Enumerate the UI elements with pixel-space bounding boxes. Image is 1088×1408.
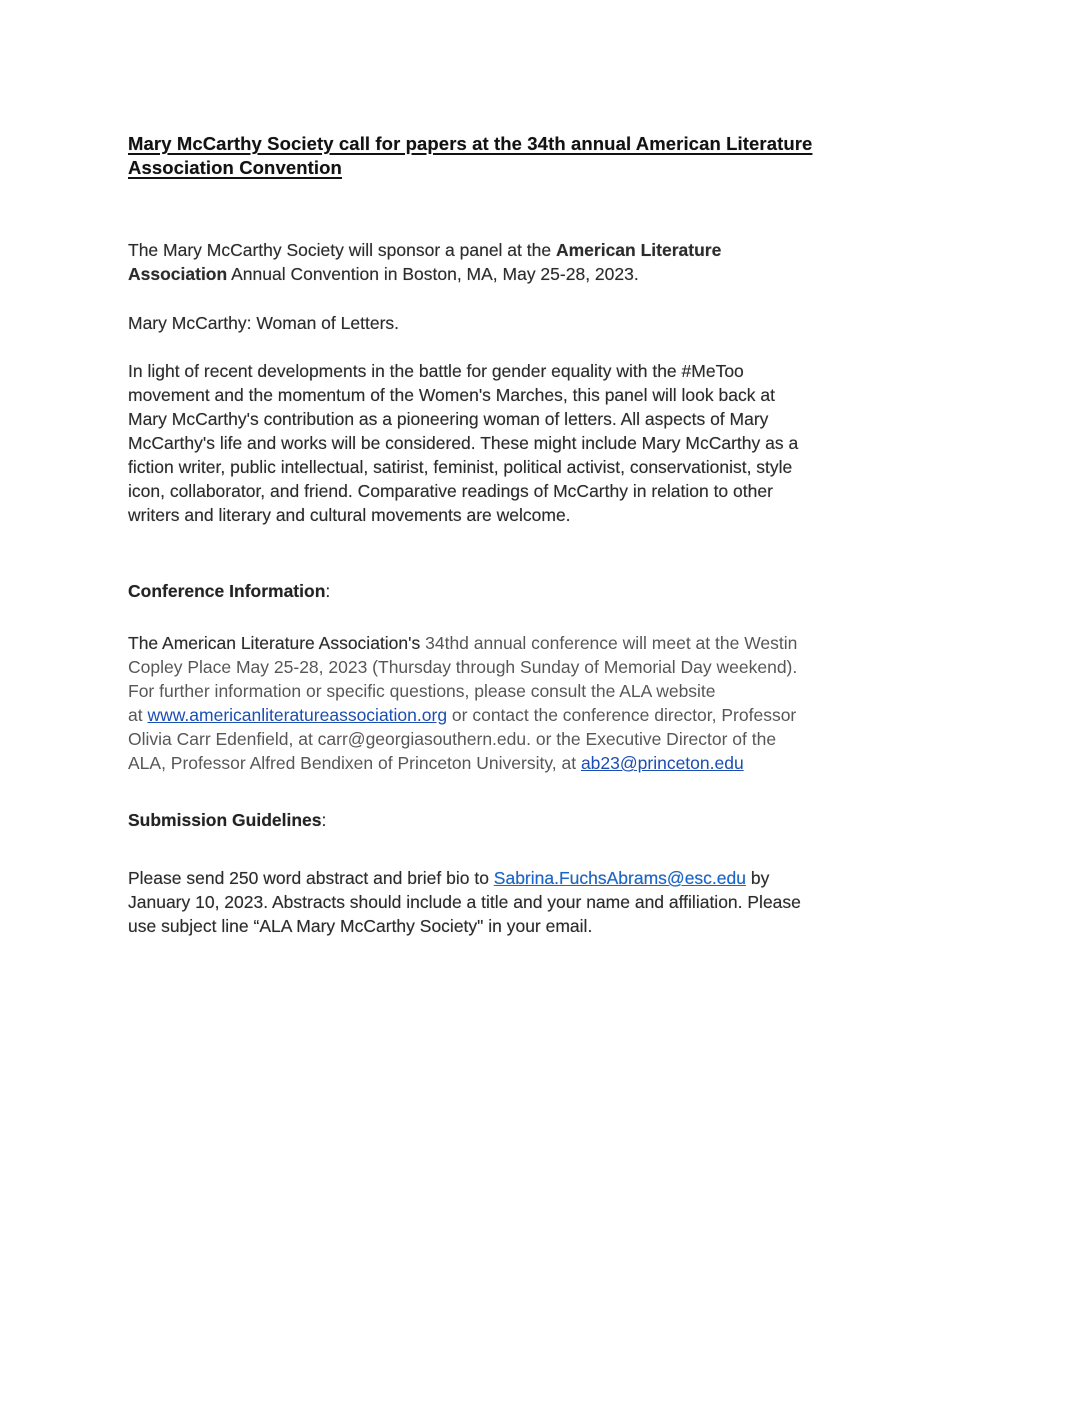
text-line: Copley Place May 25-28, 2023 (Thursday through Sunday of Memorial Day weekend). (128, 657, 798, 677)
intro-paragraph (128, 238, 988, 286)
title-line-1: Mary McCarthy Society call for papers at the 34th annual American Literature (128, 133, 813, 154)
text-line: McCarthy's life and works will be considered. These might include Mary McCarthy as a (128, 433, 799, 453)
conference-line4-post: or contact the conference director, Professor (447, 705, 797, 725)
text-line (128, 631, 988, 655)
text-line (128, 866, 988, 890)
conference-paragraph (128, 631, 988, 775)
text-line (128, 808, 988, 832)
text-line: icon, collaborator, and friend. Comparative readings of McCarthy in relation to other (128, 481, 773, 501)
conference-line4-pre: at (128, 705, 148, 725)
title-line-2: Association Convention (128, 157, 342, 178)
conference-heading-colon: : (325, 581, 331, 601)
text-line: Olivia Carr Edenfield, at carr@georgiasouthern.edu. or the Executive Director of the (128, 729, 777, 749)
text-line (128, 751, 988, 775)
conference-heading (128, 579, 988, 603)
ala-website-link[interactable]: www.americanliteratureassociation.org (147, 705, 448, 725)
text-line: writers and literary and cultural movements are welcome. (128, 505, 571, 525)
submission-email-link[interactable]: Sabrina.FuchsAbrams@esc.edu (493, 868, 746, 888)
text-line: movement and the momentum of the Women's Marches, this panel will look back at (128, 385, 775, 405)
conference-line6-pre: ALA, Professor Alfred Bendixen of Princeton University, at (128, 753, 581, 773)
intro-line2-text: Annual Convention in Boston, MA, May 25-28, 2023. (227, 264, 639, 284)
submission-paragraph (128, 866, 988, 938)
text-line: use subject line “ALA Mary McCarthy Society" in your email. (128, 916, 593, 936)
submission-heading-colon: : (321, 810, 327, 830)
conference-line1-dark: The American Literature Association's (128, 633, 421, 653)
text-line (128, 262, 988, 286)
submission-line1-pre: Please send 250 word abstract and brief bio to (128, 868, 494, 888)
document-title (128, 132, 988, 180)
text-line: In light of recent developments in the battle for gender equality with the #MeToo (128, 361, 744, 381)
theme-line (128, 311, 988, 335)
submission-line1-post: by (745, 868, 770, 888)
conference-line1-gray: 34thd annual conference will meet at the Westin (420, 633, 798, 653)
text-line (128, 703, 988, 727)
text-line: Mary McCarthy's contribution as a pioneering woman of letters. All aspects of Mary (128, 409, 769, 429)
intro-line2-bold: Association (128, 264, 228, 284)
text-line: Mary McCarthy: Woman of Letters. (128, 313, 400, 333)
text-line: fiction writer, public intellectual, satirist, feminist, political activist, conservationist, style (128, 457, 793, 477)
text-line (128, 579, 988, 603)
princeton-email-link[interactable]: ab23@princeton.edu (580, 753, 744, 773)
submission-heading (128, 808, 988, 832)
description-paragraph (128, 359, 988, 527)
intro-line1-text: The Mary McCarthy Society will sponsor a panel at the (128, 240, 556, 260)
submission-heading-text: Submission Guidelines (128, 810, 322, 830)
text-line: For further information or specific questions, please consult the ALA website (128, 681, 716, 701)
intro-line1-bold: American Literature (555, 240, 722, 260)
text-line: January 10, 2023. Abstracts should include a title and your name and affiliation. Please (128, 892, 801, 912)
conference-heading-text: Conference Information (128, 581, 326, 601)
text-line (128, 238, 988, 262)
